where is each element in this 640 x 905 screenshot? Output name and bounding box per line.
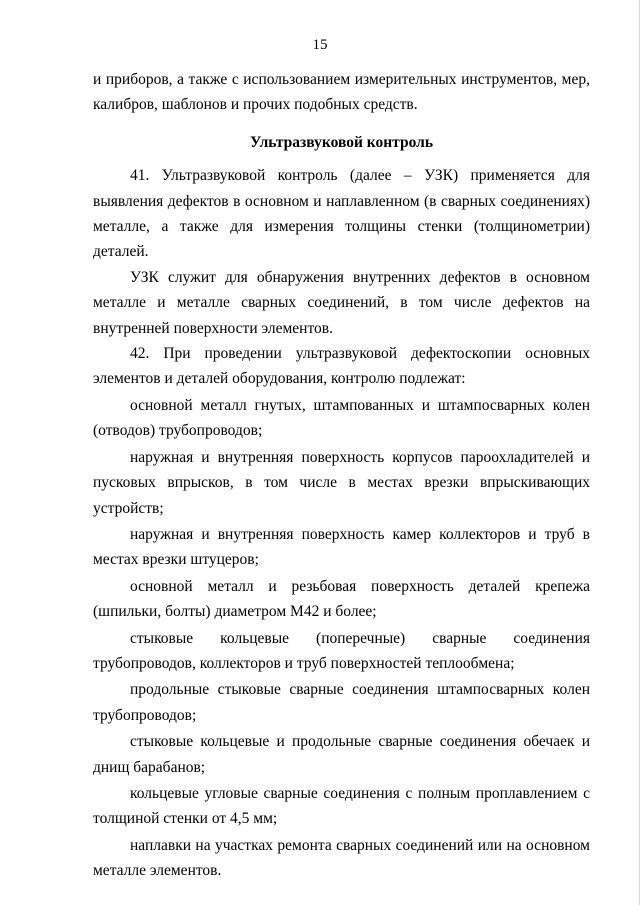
list-item: наплавки на участках ремонта сварных соединений или на основном металле элементов.	[93, 836, 590, 880]
continuation-paragraph: и приборов, а также с использованием измерительных инструментов, мер, калибров, шаблонов и прочих подобных средств.	[93, 71, 590, 114]
list-item: стыковые кольцевые и продольные сварные соединения обечаек и днищ барабанов;	[93, 733, 590, 776]
list-item: основной металл гнутых, штампованных и штампосварных колен (отводов) трубопроводов;	[93, 396, 590, 440]
document-body	[93, 67, 590, 884]
list-item: стыковые кольцевые (поперечные) сварные соединения трубопроводов, коллекторов и труб поверхностей теплообмена;	[93, 629, 590, 672]
paragraph-41: 41. Ультразвуковой контроль (далее – УЗК) применяется для выявления дефектов в основном и наплавленном (в сварных соединениях) металле, а также для измерения толщины стенки (толщинометрии) деталей.	[93, 167, 590, 261]
list-item: кольцевые угловые сварные соединения с полным проплавлением с толщиной стенки от 4,5 мм;	[93, 784, 590, 828]
page-number: 15	[312, 37, 328, 53]
list-item: основной металл и резьбовая поверхность деталей крепежа (шпильки, болты) диаметром М42 и более;	[93, 577, 590, 621]
section-heading: Ультразвуковой контроль	[249, 133, 434, 151]
list-item: наружная и внутренняя поверхность камер коллекторов и труб в местах врезки штуцеров;	[93, 525, 590, 569]
list-item: наружная и внутренняя поверхность корпусов пароохладителей и пусковых впрысков, в том числе в местах врезки впрыскивающих устройств;	[93, 448, 590, 517]
paragraph-42: 42. При проведении ультразвуковой дефектоскопии основных элементов и деталей оборудования, контролю подлежат:	[93, 345, 590, 388]
paragraph-uzk-purpose: УЗК служит для обнаружения внутренних дефектов в основном металле и металле сварных соединений, в том числе дефектов на внутренней поверхности элементов.	[93, 268, 590, 337]
list-item: продольные стыковые сварные соединения штампосварных колен трубопроводов;	[93, 681, 590, 724]
